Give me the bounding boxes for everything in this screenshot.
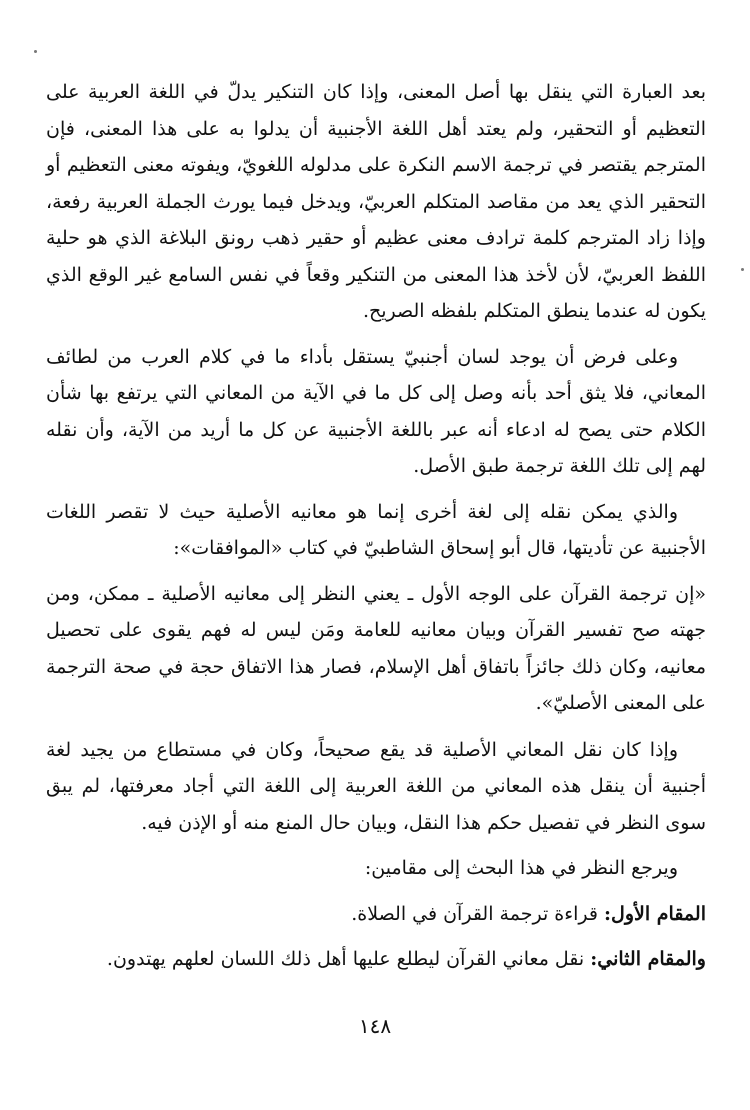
section-second-label: والمقام الثاني: [590,948,706,970]
section-first-label: المقام الأول: [604,902,706,925]
paragraph-3: والذي يمكن نقله إلى لغة أخرى إنما هو معانيه الأصلية حيث لا تقصر اللغات الأجنبية عن تأديتها، قال أبو إسحاق الشاطبيّ في كتاب «الموافقات»: [46,500,706,559]
page-body [46,74,706,987]
section-second-text: نقل معاني القرآن ليطلع عليها أهل ذلك اللسان لعلهم يهتدون. [106,948,591,970]
section-first-text: قراءة ترجمة القرآن في الصلاة. [351,902,605,925]
page-number: ١٤٨ [358,1014,392,1038]
paragraph-4: وإذا كان نقل المعاني الأصلية قد يقع صحيحاً، وكان في مستطاع من يجيد لغة أجنبية أن ينقل هذه المعاني من اللغة العربية إلى اللغة التي أجاد معرفتها، لم يبق سوى النظر في تفصيل حكم هذا النقل، وبيان حال المنع منه أو الإذن فيه. [46,738,706,834]
scan-speck [741,268,744,271]
paragraph-2: وعلى فرض أن يوجد لسان أجنبيّ يستقل بأداء ما في كلام العرب من لطائف المعاني، فلا يثق أحد بأنه وصل إلى كل ما في الآية من المعاني التي يرتفع بها شأن الكلام حتى يصح له ادعاء أنه عبر باللغة الأجنبية عن كل ما أريد من الآية، وأن نقله لهم إلى تلك اللغة ترجمة طبق الأصل. [46,345,706,477]
scan-speck [34,50,37,53]
section-first [46,896,706,933]
section-second [46,941,706,978]
quotation-paragraph: «إن ترجمة القرآن على الوجه الأول ـ يعني النظر إلى معانيه الأصلية ـ ممكن، ومن جهته صح تفسير القرآن وبيان معانيه للعامة ومَن ليس له فهم يقوى على تحصيل معانيه، وكان ذلك جائزاً باتفاق أهل الإسلام، فصار هذا الاتفاق حجة في صحة الترجمة على المعنى الأصليّ». [46,582,706,714]
paragraph-1: بعد العبارة التي ينقل بها أصل المعنى، وإذا كان التنكير يدلّ في اللغة العربية على التعظيم أو التحقير، ولم يعتد أهل اللغة الأجنبية أن يدلوا به على هذا المعنى، فإن المترجم يقتصر في ترجمة الاسم النكرة على مدلوله اللغويّ، ويفوته معنى التعظيم أو التحقير الذي يعد من مقاصد المتكلم العربيّ، ويدخل فيما يورث الجملة العربية رفعة، وإذا زاد المترجم كلمة ترادف معنى عظيم أو حقير ذهب رونق البلاغة الذي هو حلية اللفظ العربيّ، لأن لأخذ هذا المعنى من التنكير وقعاً في نفس السامع غير الوقع الذي يكون له عندما ينطق المتكلم بلفظه الصريح. [46,81,706,322]
paragraph-5: ويرجع النظر في هذا البحث إلى مقامين: [364,857,678,879]
